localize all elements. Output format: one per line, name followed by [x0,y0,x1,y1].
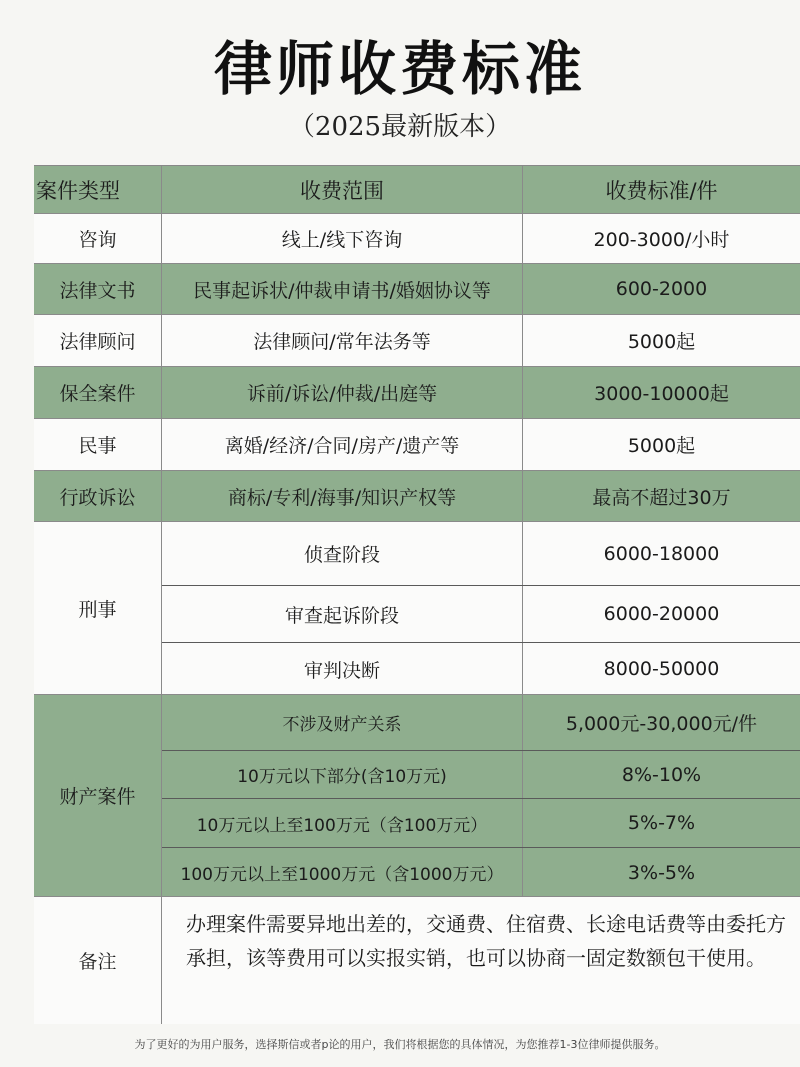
header-fee-scope: 收费范围 [162,166,523,213]
property-fee: 8%-10% [621,763,702,786]
note-type: 备注 [34,897,162,1024]
criminal-item [162,586,800,642]
table-row [34,471,800,522]
property-item [162,799,800,847]
row-fee: 5000起 [627,331,696,353]
row-type: 法律顾问 [34,315,162,366]
property-scope: 100万元以上至1000万元（含1000万元） [162,848,523,897]
note-row [34,897,800,1024]
property-group [34,695,800,897]
property-fee: 5,000元-30,000元/件 [565,713,758,735]
row-fee: 5000起 [627,435,696,457]
page-title: 律师收费标准 [213,35,586,103]
table-row [34,214,800,264]
row-fee: 最高不超过30万 [592,486,731,509]
row-fee: 3000-10000起 [594,383,729,405]
property-fee: 3%-5% [627,861,696,884]
criminal-type: 刑事 [34,522,162,694]
row-type: 民事 [34,419,162,470]
row-scope: 诉前/诉讼/仲裁/出庭等 [162,367,523,418]
table-row [34,264,800,315]
criminal-scope: 侦查阶段 [162,522,523,585]
property-scope: 10万元以上至100万元（含100万元） [162,799,523,847]
table-row [34,419,800,471]
page-subtitle: （2025最新版本） [288,112,512,142]
criminal-fee: 6000-20000 [603,603,720,625]
row-type: 咨询 [34,214,162,263]
criminal-fee: 8000-50000 [603,658,720,680]
table-row [34,367,800,419]
header-fee-standard: 收费标准/件 [605,178,718,203]
fee-table [34,165,800,1023]
table-row [34,315,800,367]
row-type: 法律文书 [34,264,162,314]
row-scope: 商标/专利/海事/知识产权等 [162,471,523,521]
criminal-item [162,643,800,695]
row-type: 保全案件 [34,367,162,418]
property-scope: 10万元以下部分(含10万元) [162,751,523,798]
property-fee: 5%-7% [627,812,696,834]
row-scope: 离婚/经济/合同/房产/遗产等 [162,419,523,470]
property-type: 财产案件 [34,695,162,896]
criminal-scope: 审查起诉阶段 [162,586,523,642]
property-item [162,848,800,897]
table-header-row [34,166,800,214]
property-item [162,751,800,798]
property-scope: 不涉及财产关系 [162,695,523,750]
row-fee: 600-2000 [615,278,708,300]
criminal-item [162,522,800,585]
property-item [162,695,800,750]
criminal-group [34,522,800,695]
row-scope: 民事起诉状/仲裁申请书/婚姻协议等 [162,264,523,314]
header-case-type: 案件类型 [34,166,162,213]
note-text: 办理案件需要异地出差的，交通费、住宿费、长途电话费等由委托方承担，该等费用可以实报实销，也可以协商一固定数额包干使用。 [186,912,786,970]
criminal-fee: 6000-18000 [603,542,720,565]
criminal-scope: 审判决断 [162,643,523,695]
row-scope: 线上/线下咨询 [162,214,523,263]
row-scope: 法律顾问/常年法务等 [162,315,523,366]
footer-text: 为了更好的为用户服务，选择斯信或者p论的用户，我们将根据您的具体情况，为您推荐1-3位律师提供服务。 [134,1038,666,1051]
row-type: 行政诉讼 [34,471,162,521]
row-fee: 200-3000/小时 [593,229,730,251]
